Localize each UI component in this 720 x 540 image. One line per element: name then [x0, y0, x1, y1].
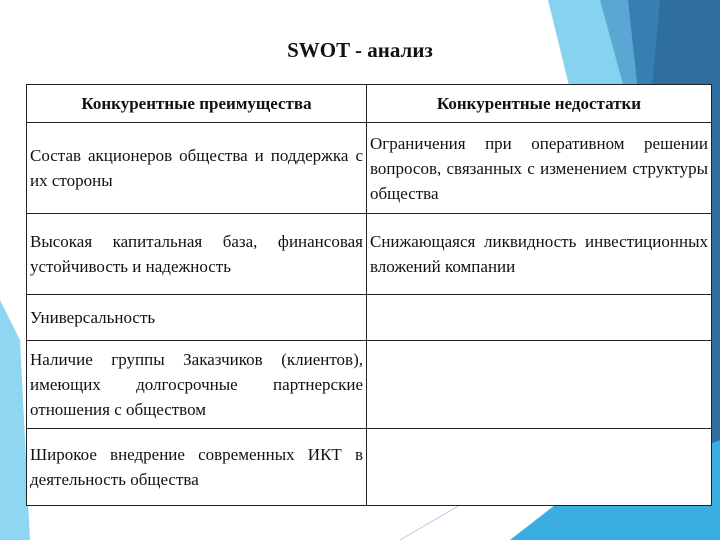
- disadvantage-cell: [367, 429, 712, 506]
- disadvantage-cell: Ограничения при оперативном решении вопросов, связанных с изменением структуры общества: [367, 123, 712, 214]
- table-row: [27, 341, 712, 429]
- table-header-row: [27, 85, 712, 123]
- advantage-cell: Состав акционеров общества и поддержка с их стороны: [27, 123, 367, 214]
- advantage-cell: Универсальность: [27, 295, 367, 341]
- table-row: [27, 123, 712, 214]
- disadvantage-cell: [367, 341, 712, 429]
- header-advantages: Конкурентные преимущества: [27, 85, 367, 123]
- table-row: [27, 214, 712, 295]
- disadvantage-cell: [367, 295, 712, 341]
- table-row: [27, 429, 712, 506]
- diagonal-line: [400, 505, 460, 540]
- header-disadvantages: Конкурентные недостатки: [367, 85, 712, 123]
- table-row: [27, 295, 712, 341]
- advantage-cell: Наличие группы Заказчиков (клиентов), имеющих долгосрочные партнерские отношения с обществом: [27, 341, 367, 429]
- disadvantage-cell: Снижающаяся ликвидность инвестиционных вложений компании: [367, 214, 712, 295]
- slide-title: SWOT - анализ: [287, 38, 433, 62]
- advantage-cell: Широкое внедрение современных ИКТ в деятельность общества: [27, 429, 367, 506]
- swot-table: [26, 84, 712, 506]
- advantage-cell: Высокая капитальная база, финансовая устойчивость и надежность: [27, 214, 367, 295]
